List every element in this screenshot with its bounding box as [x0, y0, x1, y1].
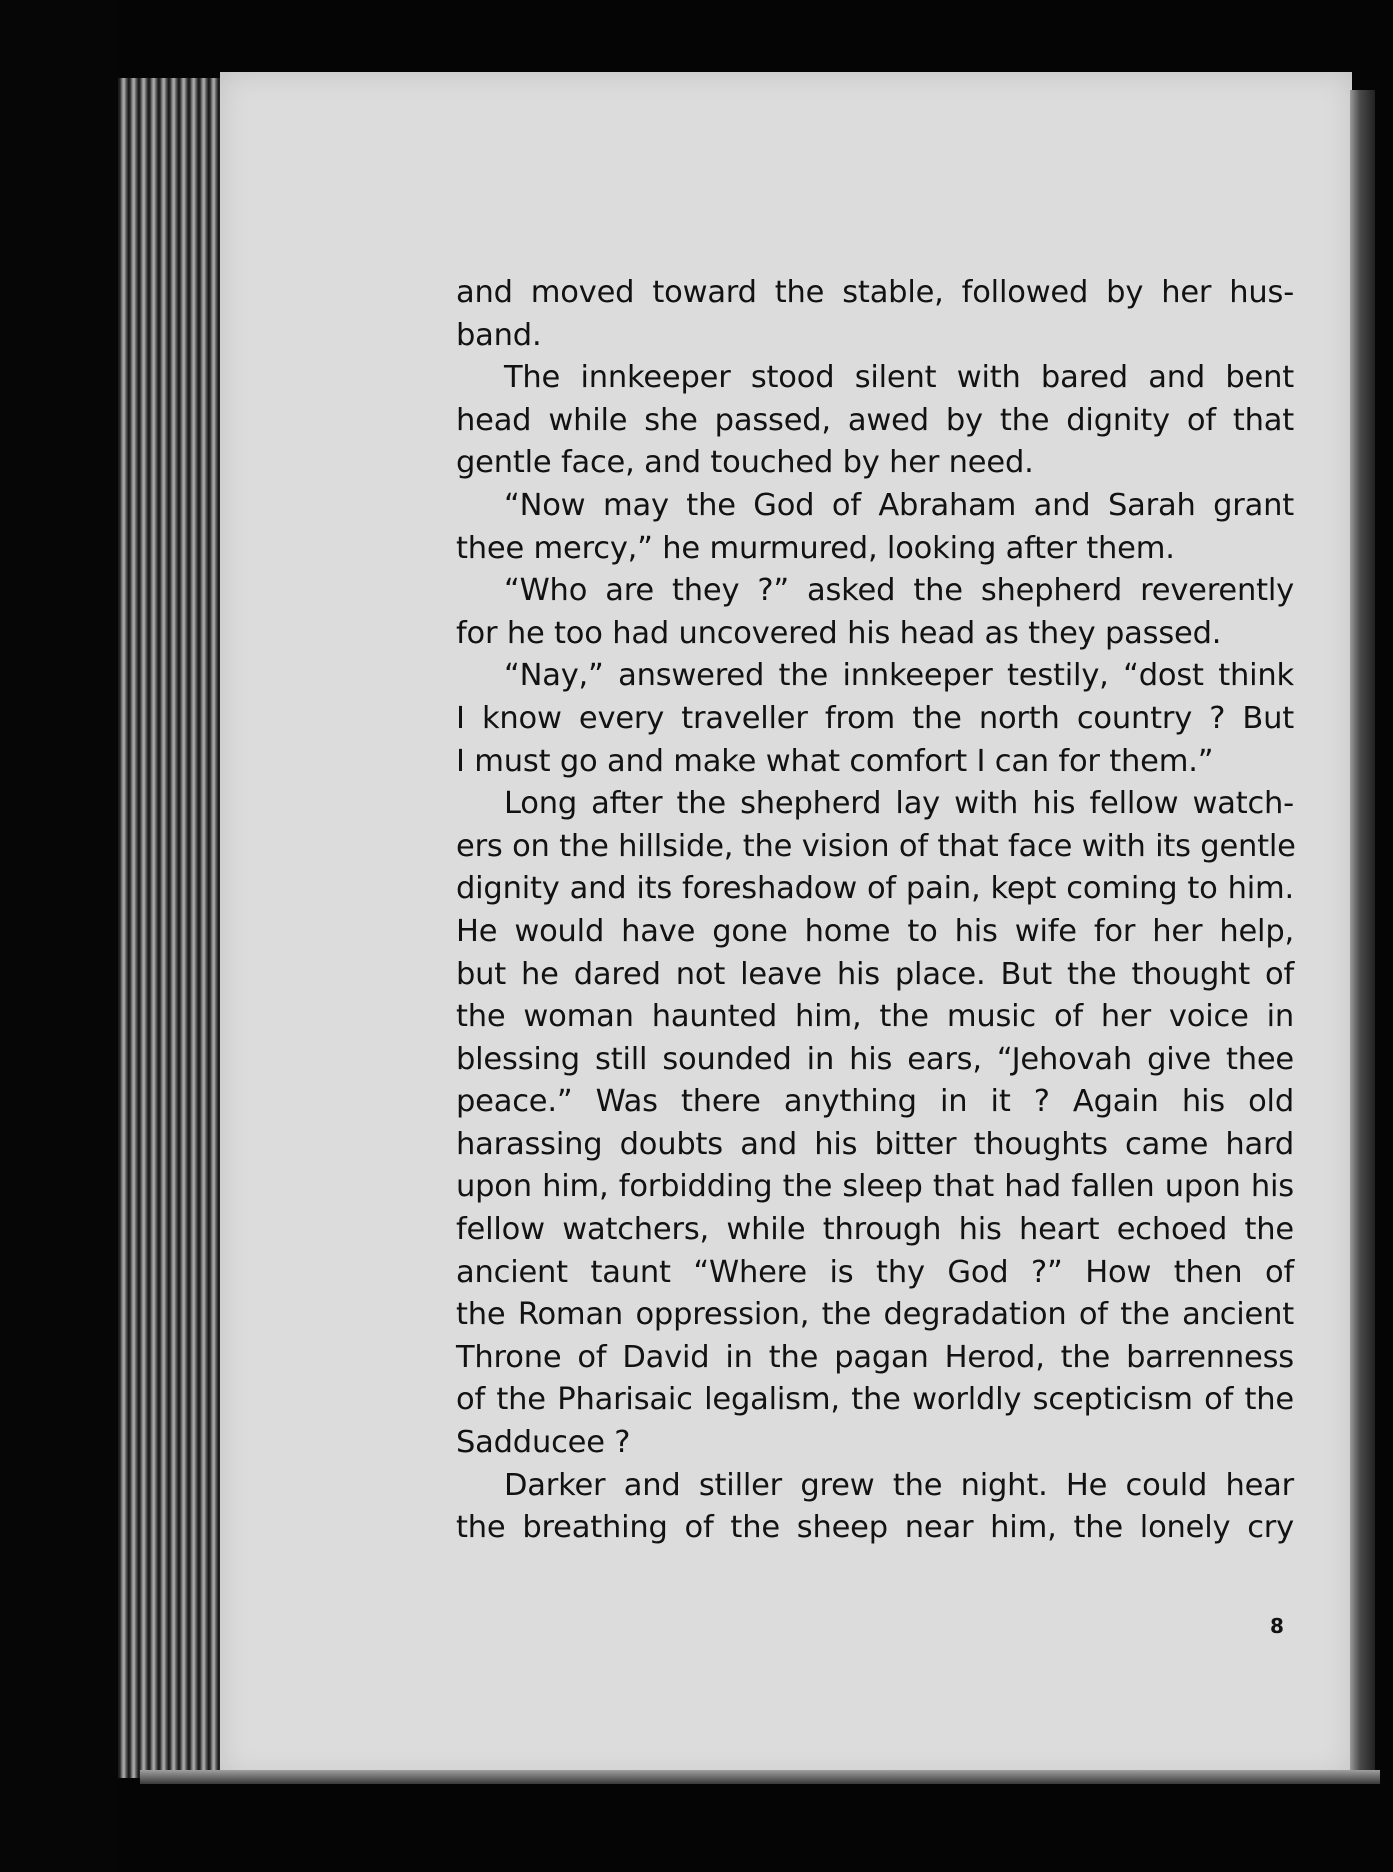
- text-line: Long after the shepherd lay with his fellow watch-: [504, 786, 1294, 822]
- text-line: blessing still sounded in his ears, “Jehovah give thee: [456, 1041, 1294, 1077]
- text-line: thee mercy,” he murmured, looking after them.: [456, 530, 1175, 566]
- page-right-edge: [1350, 90, 1375, 1780]
- text-line: harassing doubts and his bitter thoughts came hard: [456, 1126, 1294, 1162]
- text-line: The innkeeper stood silent with bared and bent: [504, 360, 1294, 396]
- text-line: Sadducee ?: [456, 1425, 631, 1461]
- body-text: [456, 272, 1294, 1550]
- text-line: dignity and its foreshadow of pain, kept coming to him.: [456, 871, 1294, 907]
- scan-background: [0, 0, 118, 1872]
- text-line: ers on the hillside, the vision of that face with its gentle: [456, 828, 1296, 864]
- text-line: but he dared not leave his place. But the thought of: [456, 956, 1294, 992]
- text-line: peace.” Was there anything in it ? Again his old: [456, 1084, 1294, 1120]
- text-line: I must go and make what comfort I can for them.”: [456, 743, 1214, 779]
- text-line: and moved toward the stable, followed by her hus-: [456, 275, 1294, 310]
- text-line: gentle face, and touched by her need.: [456, 445, 1034, 481]
- text-line: Darker and stiller grew the night. He could hear: [504, 1467, 1294, 1503]
- text-line: fellow watchers, while through his heart echoed the: [456, 1212, 1294, 1248]
- page-edges: [118, 78, 226, 1778]
- page-bottom-edge: [140, 1770, 1380, 1784]
- text-line: Throne of David in the pagan Herod, the barrenness: [456, 1339, 1294, 1375]
- text-line: upon him, forbidding the sleep that had fallen upon his: [456, 1169, 1294, 1205]
- text-line: the breathing of the sheep near him, the lonely cry: [456, 1510, 1294, 1546]
- text-line: ancient taunt “Where is thy God ?” How then of: [456, 1254, 1294, 1290]
- text-line: “Now may the God of Abraham and Sarah grant: [504, 487, 1294, 523]
- text-line: I know every traveller from the north country ? But: [456, 700, 1294, 736]
- text-line: band.: [456, 317, 542, 353]
- text-line: for he too had uncovered his head as they passed.: [456, 615, 1222, 651]
- text-line: the Roman oppression, the degradation of the ancient: [456, 1297, 1294, 1333]
- text-line: of the Pharisaic legalism, the worldly scepticism of the: [456, 1382, 1294, 1418]
- text-line: “Who are they ?” asked the shepherd reverently: [504, 573, 1294, 609]
- text-line: head while she passed, awed by the dignity of that: [456, 402, 1294, 438]
- text-line: the woman haunted him, the music of her voice in: [456, 999, 1294, 1035]
- text-line: “Nay,” answered the innkeeper testily, “dost think: [504, 658, 1294, 694]
- page-number: 8: [1270, 1614, 1284, 1638]
- text-line: He would have gone home to his wife for her help,: [456, 913, 1294, 949]
